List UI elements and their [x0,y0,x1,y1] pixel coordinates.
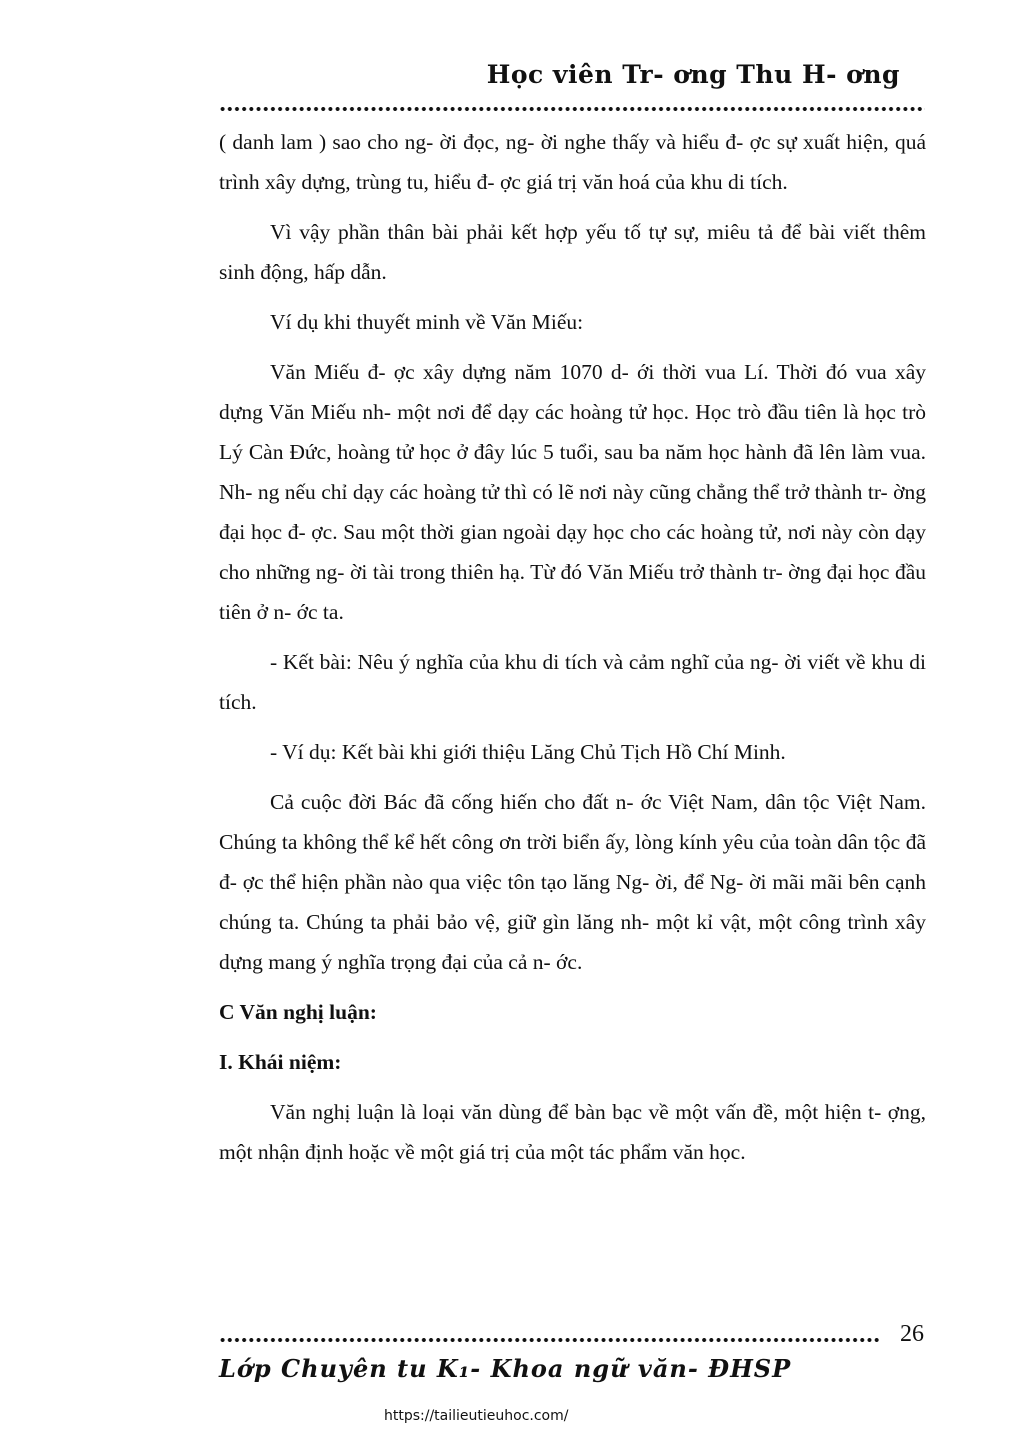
paragraph-conclusion-rule: - Kết bài: Nêu ý nghĩa của khu di tích và cảm nghĩ của ng- ời viết về khu di tích. [219,650,926,714]
paragraph-continuation: ( danh lam ) sao cho ng- ời đọc, ng- ời nghe thấy và hiểu đ- ợc sự xuất hiện, quá trình xây dựng, trùng tu, hiểu đ- ợc giá trị văn hoá của khu di tích. [219,130,926,194]
header-dotted-rule [219,106,925,112]
section-heading: C Văn nghị luận: [219,1000,377,1024]
paragraph-conclusion-example-intro: - Ví dụ: Kết bài khi giới thiệu Lăng Chủ Tịch Hồ Chí Minh. [270,740,786,764]
document-body [219,122,926,1182]
footer-dotted-rule [219,1337,879,1343]
subsection-heading: I. Khái niệm: [219,1050,342,1074]
page-number: 26 [900,1321,924,1347]
source-url[interactable]: https://tailieutieuhoc.com/ [384,1408,569,1424]
page-header-title: Học viên Tr- ơng Thu H- ơng [486,60,900,89]
page-footer-title: Lớp Chuyên tu K₁- Khoa ngữ văn- ĐHSP [219,1354,792,1383]
paragraph-definition: Văn nghị luận là loại văn dùng để bàn bạc về một vấn đề, một hiện t- ợng, một nhận định hoặc về một giá trị của một tác phẩm văn học. [219,1100,926,1164]
paragraph-example-intro: Ví dụ khi thuyết minh về Văn Miếu: [270,310,584,334]
paragraph-body-structure: Vì vậy phần thân bài phải kết hợp yếu tố tự sự, miêu tả để bài viết thêm sinh động, hấp dẫn. [219,220,926,284]
paragraph-van-mieu-example: Văn Miếu đ- ợc xây dựng năm 1070 d- ới thời vua Lí. Thời đó vua xây dựng Văn Miếu nh- một nơi để dạy các hoàng tử học. Học trò đầu tiên là học trò Lý Càn Đức, hoàng tử học ở đây lúc 5 tuổi, sau ba năm học hành đã lên làm vua. Nh- ng nếu chỉ dạy các hoàng tử thì có lẽ nơi này cũng chẳng thể trở thành tr- ờng đại học đ- ợc. Sau một thời gian ngoài dạy học cho các hoàng tử, nơi này còn dạy cho những ng- ời tài trong thiên hạ. Từ đó Văn Miếu trở thành tr- ờng đại học đầu tiên ở n- ớc ta. [219,360,926,624]
paragraph-conclusion-example: Cả cuộc đời Bác đã cống hiến cho đất n- ớc Việt Nam, dân tộc Việt Nam. Chúng ta không thể kể hết công ơn trời biển ấy, lòng kính yêu của toàn dân tộc đã đ- ợc thể hiện phần nào qua việc tôn tạo lăng Ng- ời, để Ng- ời mãi mãi bên cạnh chúng ta. Chúng ta phải bảo vệ, giữ gìn lăng nh- một kỉ vật, một công trình xây dựng mang ý nghĩa trọng đại của cả n- ớc. [219,790,926,974]
